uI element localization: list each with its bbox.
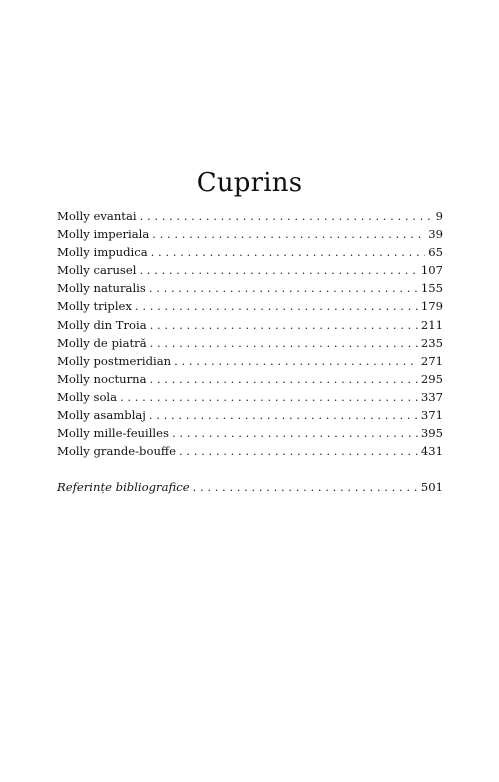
- dot-leader: [193, 478, 418, 496]
- dot-leader: [150, 370, 418, 388]
- toc-entry[interactable]: [57, 334, 443, 352]
- dot-leader: [172, 424, 418, 442]
- toc-entry-page: 39: [428, 227, 443, 242]
- page-title: Cuprins: [196, 168, 303, 199]
- toc-entry[interactable]: [57, 424, 443, 442]
- dot-leader: [120, 388, 418, 406]
- toc-entry[interactable]: [57, 406, 443, 424]
- toc-entry[interactable]: [57, 279, 443, 297]
- dot-leader: [174, 352, 418, 370]
- toc-entry[interactable]: [57, 388, 443, 406]
- dot-leader: [135, 297, 418, 315]
- toc-entry[interactable]: [57, 352, 443, 370]
- toc-entry[interactable]: [57, 297, 443, 315]
- dot-leader: [179, 442, 418, 460]
- toc-entry-page: 155: [420, 281, 443, 296]
- toc-entry-page: 337: [420, 389, 443, 404]
- toc-entry[interactable]: [57, 261, 443, 279]
- toc-entry[interactable]: [57, 243, 443, 261]
- toc-entry-page: 395: [420, 426, 443, 441]
- toc-entry-references[interactable]: [57, 478, 443, 496]
- toc-entry-title: Molly triplex: [57, 299, 132, 314]
- toc-entry-title: Molly naturalis: [57, 281, 146, 296]
- dot-leader: [150, 334, 418, 352]
- toc-entry-page: 431: [420, 444, 443, 459]
- toc-references-title: Referințe bibliografice: [57, 480, 190, 495]
- toc-entry-page: 107: [420, 263, 443, 278]
- toc-entry-title: Molly asamblaj: [57, 408, 146, 423]
- toc-entry[interactable]: [57, 207, 443, 225]
- dot-leader: [140, 207, 433, 225]
- toc-entry-page: 371: [420, 408, 443, 423]
- toc-entry-title: Molly din Troia: [57, 317, 147, 332]
- dot-leader: [149, 406, 418, 424]
- toc-entry-title: Molly mille-feuilles: [57, 426, 169, 441]
- dot-leader: [152, 225, 425, 243]
- dot-leader: [139, 261, 417, 279]
- table-of-contents: [57, 207, 443, 496]
- toc-entry-page: 211: [420, 317, 443, 332]
- toc-entry-title: Molly sola: [57, 389, 118, 404]
- toc-entry-title: Molly de piatră: [57, 335, 147, 350]
- dot-leader: [151, 243, 426, 261]
- toc-entry-page: 235: [420, 335, 443, 350]
- toc-entry-page: 295: [420, 371, 443, 386]
- toc-entry-page: 271: [420, 353, 443, 368]
- toc-entry-page: 9: [435, 209, 443, 223]
- dot-leader: [150, 316, 418, 334]
- toc-entry-title: Molly grande-bouffe: [57, 444, 177, 459]
- toc-entry-title: Molly impudica: [57, 245, 148, 260]
- toc-references-page: 501: [420, 480, 443, 495]
- toc-entry-title: Molly carusel: [57, 263, 137, 278]
- toc-entry[interactable]: [57, 370, 443, 388]
- toc-entry-title: Molly imperiala: [57, 227, 150, 242]
- toc-entry[interactable]: [57, 225, 443, 243]
- toc-entry[interactable]: [57, 316, 443, 334]
- toc-entry-title: Molly evantai: [57, 209, 137, 223]
- toc-entry-title: Molly nocturna: [57, 371, 147, 386]
- toc-entry[interactable]: [57, 442, 443, 460]
- dot-leader: [149, 279, 418, 297]
- toc-entry-page: 65: [428, 245, 443, 260]
- toc-entry-title: Molly postmeridian: [57, 353, 172, 368]
- toc-entry-page: 179: [420, 299, 443, 314]
